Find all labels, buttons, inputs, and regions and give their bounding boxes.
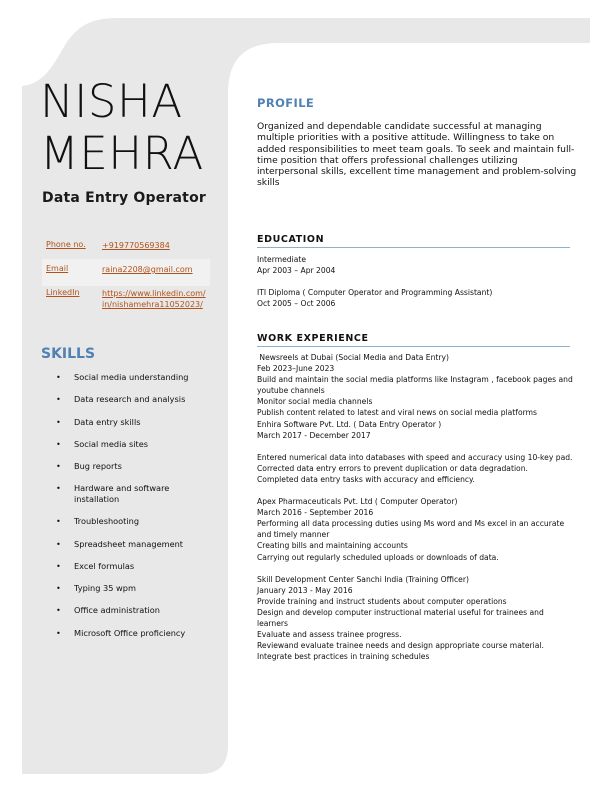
job-heading: Skill Development Center Sanchi India (Training Officer): [257, 574, 469, 584]
job-duty: Provide training and instruct students about computer operations: [257, 596, 507, 606]
education-degree: Intermediate: [257, 255, 306, 264]
bullet-icon: •: [56, 461, 61, 472]
bullet-icon: •: [56, 516, 61, 527]
job-duty: Monitor social media channels: [257, 397, 373, 407]
job-heading: Newsreels at Dubai (Social Media and Data Entry): [257, 353, 449, 362]
job-heading: Enhira Software Pvt. Ltd. ( Data Entry Operator ): [257, 419, 442, 429]
skill-item: • Office administration: [56, 605, 160, 616]
job-duty: Carrying out regularly scheduled uploads or downloads of data.: [257, 552, 499, 562]
bullet-icon: •: [56, 538, 61, 549]
bullet-icon: •: [56, 627, 61, 638]
skill-item: • Spreadsheet management: [56, 538, 184, 549]
contact-row-email: [42, 259, 210, 286]
job-duty: Design and develop computer instructional material useful for trainees and learners: [257, 607, 544, 628]
first-name: NISHA: [40, 75, 183, 128]
skill-item: • Bug reports: [56, 461, 122, 472]
bullet-icon: •: [56, 394, 61, 405]
skill-item: • Troubleshooting: [56, 516, 140, 527]
education-dates: Apr 2003 – Apr 2004: [257, 266, 336, 276]
bullet-icon: •: [56, 372, 61, 382]
job-duty: Completed data entry tasks with accuracy and efficiency.: [257, 474, 475, 484]
skill-item: • Typing 35 wpm: [56, 583, 136, 594]
profile-heading: PROFILE: [257, 96, 315, 110]
contact-row-linkedin: [42, 286, 210, 314]
contact-table: [42, 236, 210, 314]
job-dates: Feb 2023–June 2023: [257, 364, 335, 374]
contact-row-phone: [42, 236, 210, 255]
linkedin-label: LinkedIn: [46, 288, 80, 297]
job-dates: January 2013 - May 2016: [257, 585, 353, 595]
job-duty: Performing all data processing duties using Ms word and Ms excel in an accurate and timely manner: [257, 519, 565, 540]
skill-item: • Social media understanding: [56, 372, 189, 382]
last-name: MEHRA: [40, 127, 204, 180]
bullet-icon: •: [56, 583, 61, 594]
job-duty: Reviewand evaluate trainee needs and design appropriate course material. Integrate best practices in training schedules: [257, 641, 544, 662]
skill-item: • Excel formulas: [56, 560, 135, 571]
linkedin-link[interactable]: https://www.linkedin.com/in/nishamehra11052023/: [102, 289, 206, 309]
job-duty: Corrected data entry errors to prevent duplication or data degradation.: [257, 463, 528, 473]
candidate-name: [40, 76, 204, 180]
phone-label: Phone no.: [46, 240, 86, 249]
education-dates: Oct 2005 – Oct 2006: [257, 299, 336, 309]
email-label: Email: [46, 264, 69, 273]
skill-item: • Microsoft Office proficiency: [56, 627, 186, 638]
bullet-icon: •: [56, 560, 61, 571]
job-duty: Creating bills and maintaining accounts: [257, 541, 408, 551]
job-dates: March 2017 - December 2017: [257, 430, 371, 440]
skills-list: [56, 372, 216, 650]
profile-section: [257, 96, 573, 110]
email-link[interactable]: raina2208@gmail.com: [102, 265, 193, 274]
education-section: [257, 254, 577, 309]
work-experience-heading: WORK EXPERIENCE: [257, 333, 570, 347]
bullet-icon: •: [56, 416, 61, 427]
job-heading: Apex Pharmaceuticals Pvt. Ltd ( Computer Operator): [257, 497, 458, 507]
skill-item: • Data research and analysis: [56, 394, 186, 405]
job-duty: Publish content related to latest and viral news on social media platforms: [257, 408, 537, 418]
skills-heading: SKILLS: [41, 346, 96, 362]
bullet-icon: •: [56, 438, 61, 449]
bullet-icon: •: [56, 483, 61, 494]
bullet-icon: •: [56, 605, 61, 616]
job-duty: Build and maintain the social media platforms like Instagram , facebook pages and youtube channels: [257, 375, 573, 396]
skill-item: • Social media sites: [56, 438, 149, 449]
work-experience-section: [257, 352, 577, 662]
job-duty: Evaluate and assess trainee progress.: [257, 630, 402, 640]
job-dates: March 2016 - September 2016: [257, 508, 374, 518]
skill-item: • Data entry skills: [56, 416, 141, 427]
job-duty: Entered numerical data into databases with speed and accuracy using 10-key pad.: [257, 452, 573, 462]
job-title: Data Entry Operator: [42, 190, 206, 206]
education-degree: ITI Diploma ( Computer Operator and Programming Assistant): [257, 288, 493, 298]
profile-summary: Organized and dependable candidate successful at managing multiple priorities with a positive attitude. Willingness to take on added responsibilities to meet team goals. To seek and maintain full-time position that offers professional challenges utilizing interpersonal skills, excellent time management and problem-solving skills: [257, 121, 577, 189]
skill-item: • Hardware and software installation: [56, 483, 170, 504]
education-heading: EDUCATION: [257, 234, 570, 248]
phone-link[interactable]: +919770569384: [102, 241, 170, 250]
